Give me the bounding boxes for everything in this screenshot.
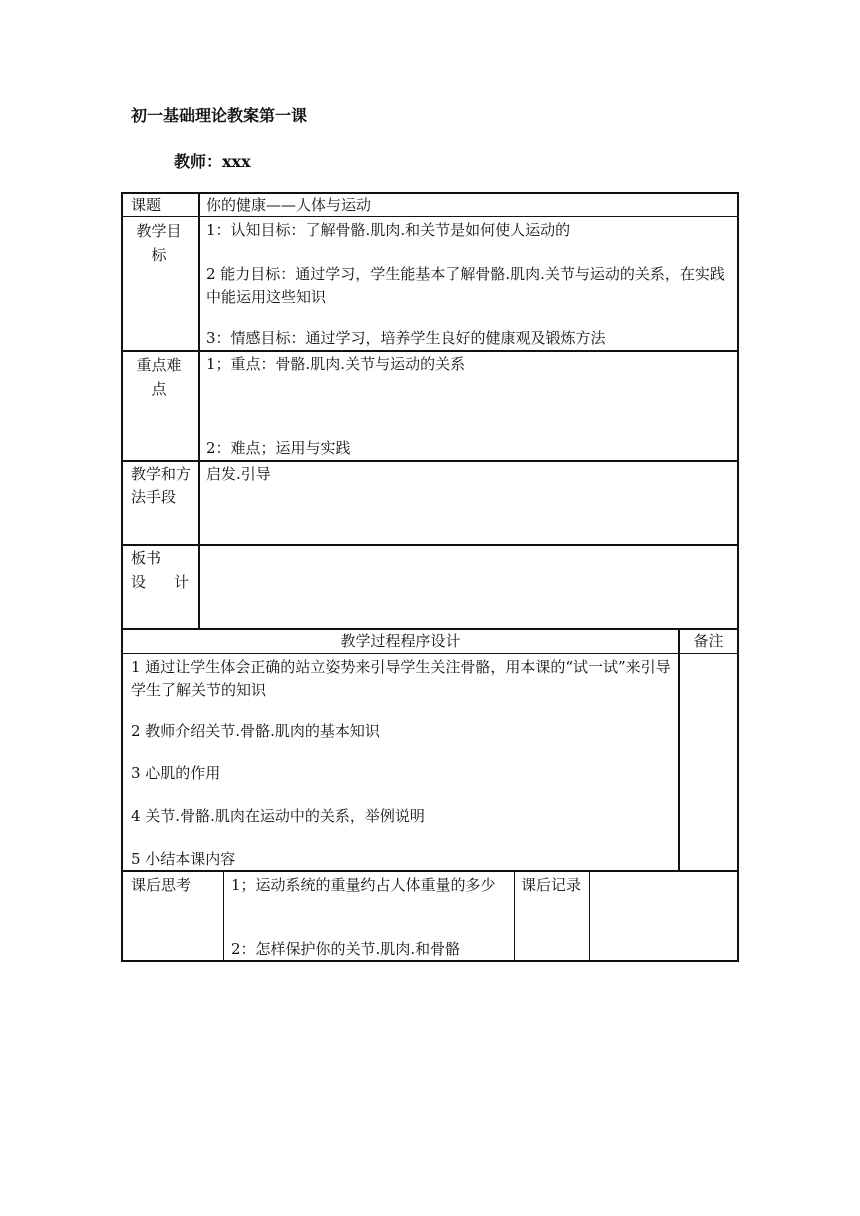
key-point-item-1: 1；重点：骨骼.肌肉.关节与运动的关系	[206, 355, 466, 373]
goal-item-1: 1：认知目标：了解骨骼.肌肉.和关节是如何使人运动的	[206, 221, 571, 239]
reflection-item-2: 2：怎样保护你的关节.肌肉.和骨骼	[231, 940, 461, 958]
board-label-line1: 板书	[131, 549, 162, 567]
topic-value: 你的健康——人体与运动	[206, 196, 372, 214]
process-step-4: 4 关节.骨骼.肌肉在运动中的关系，举例说明	[131, 807, 425, 825]
document-title: 初一基础理论教案第一课	[131, 106, 308, 125]
key-point-item-2: 2：难点；运用与实践	[206, 439, 351, 457]
goal-item-3: 3：情感目标：通过学习，培养学生良好的健康观及锻炼方法	[206, 329, 606, 347]
goal-item-2: 2 能力目标：通过学习，学生能基本了解骨骼.肌肉.关节与运动的关系，在实践中能运用这些知识	[206, 265, 725, 306]
methods-value: 启发.引导	[206, 465, 271, 483]
methods-label: 教学和方法手段	[131, 465, 192, 506]
process-header: 教学过程程序设计	[340, 632, 461, 650]
key-points-label: 重点难点	[136, 356, 182, 398]
teacher-label: 教师：xxx	[174, 152, 251, 171]
topic-label: 课题	[131, 196, 162, 214]
board-label-char-2: 计	[173, 573, 189, 591]
reflection-item-1: 1；运动系统的重量约占人体重量的多少	[231, 876, 496, 894]
reflection-label: 课后思考	[131, 876, 192, 894]
process-step-3: 3 心肌的作用	[131, 764, 221, 782]
board-label-line2	[131, 571, 189, 593]
board-label-char-1: 设	[131, 573, 147, 591]
record-label: 课后记录	[521, 876, 582, 894]
goals-label: 教学目标	[136, 222, 182, 264]
process-step-5: 5 小结本课内容	[131, 850, 236, 868]
notes-header: 备注	[693, 632, 724, 650]
process-step-2: 2 教师介绍关节.骨骼.肌肉的基本知识	[131, 722, 380, 740]
process-step-1: 1 通过让学生体会正确的站立姿势来引导学生关注骨骼，用本课的“试一试”来引导学生了解关节的知识	[131, 658, 671, 699]
